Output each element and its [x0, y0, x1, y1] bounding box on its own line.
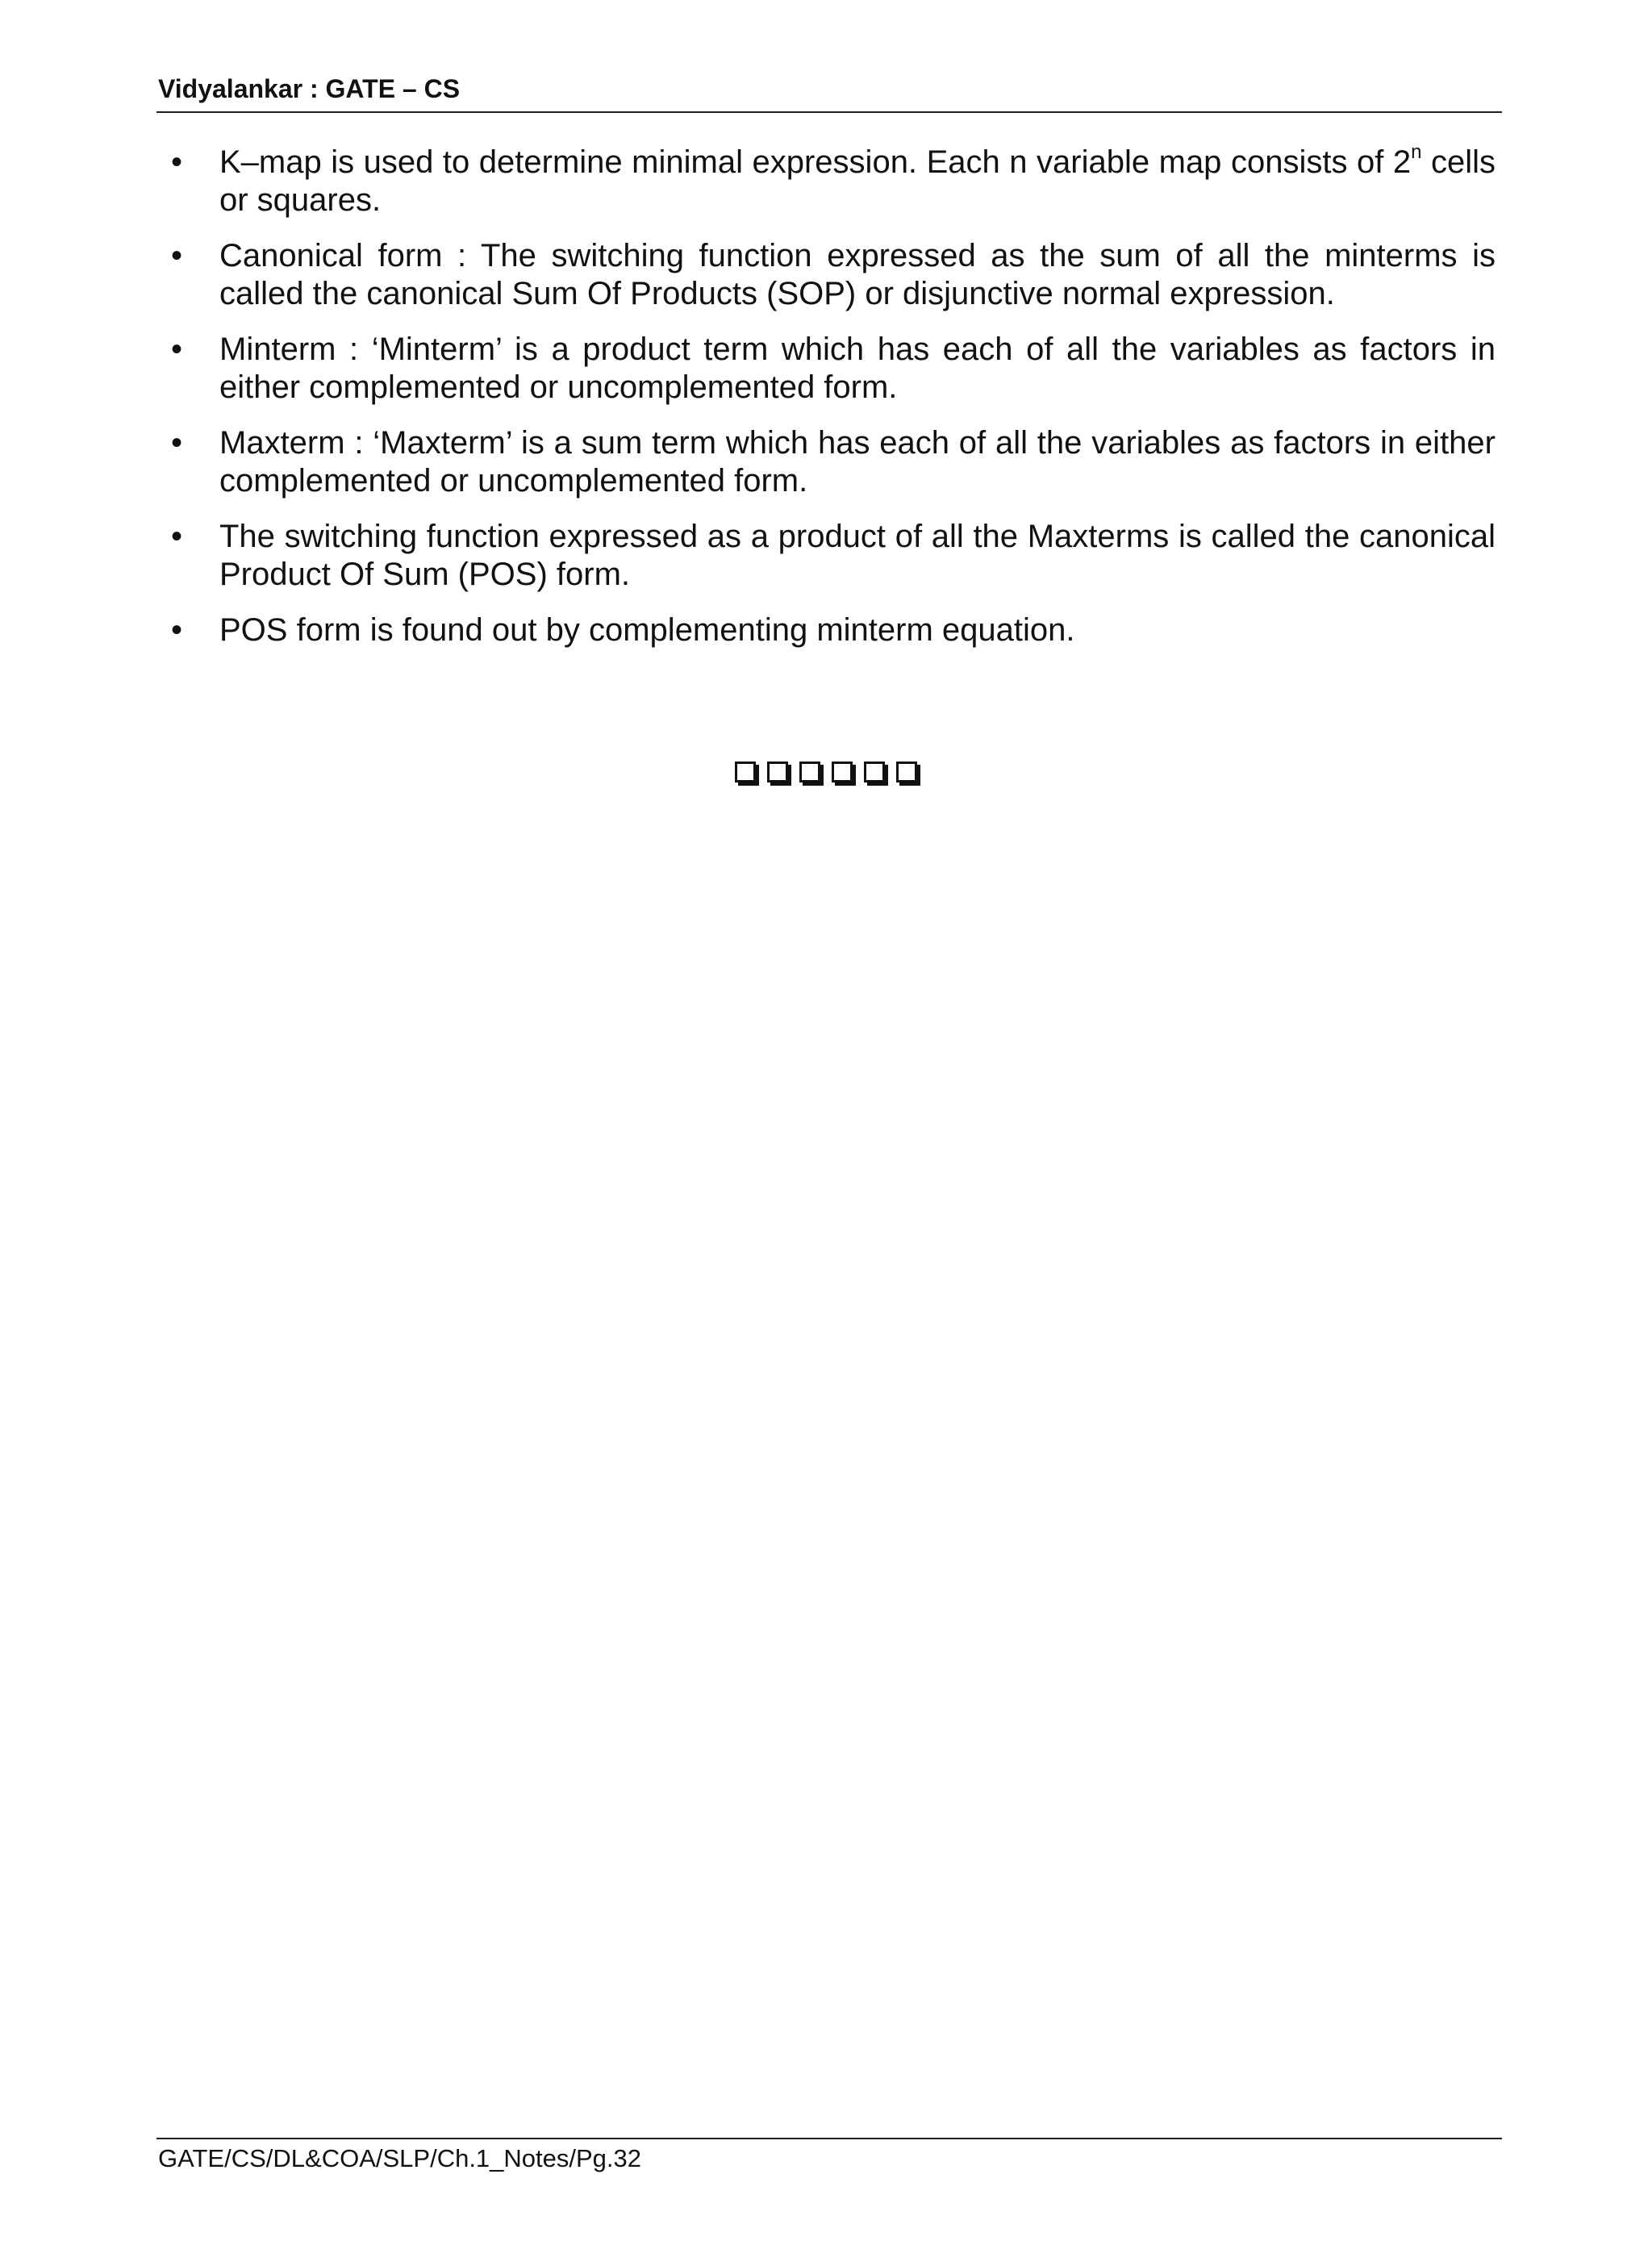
- bullet-dot-icon: •: [170, 425, 182, 461]
- bullet-item-pos-canonical: [156, 518, 1496, 594]
- bullet-text: POS form is found out by complementing minterm equation.: [219, 612, 1075, 648]
- bullet-item-minterm: [156, 331, 1496, 407]
- bullet-item-maxterm: [156, 424, 1496, 500]
- bullet-item-pos-form: [156, 611, 1496, 649]
- end-mark-box-icon: [864, 762, 885, 782]
- footer-text: GATE/CS/DL&COA/SLP/Ch.1_Notes/Pg.32: [158, 2144, 642, 2172]
- bullet-text: Minterm : ‘Minterm’ is a product term which has each of all the variables as factors in either complemented or uncomplemented form.: [219, 332, 1496, 405]
- notes-bullet-list: [156, 140, 1496, 667]
- bullet-text: Maxterm : ‘Maxterm’ is a sum term which has each of all the variables as factors in either complemented or uncomplemented form.: [219, 425, 1496, 499]
- bullet-dot-icon: •: [170, 144, 182, 180]
- bullet-text: Canonical form : The switching function expressed as the sum of all the minterms is called the canonical Sum Of Products (SOP) or disjunctive normal expression.: [219, 238, 1496, 311]
- bullet-text: [219, 140, 1496, 219]
- bullet-dot-icon: •: [170, 612, 182, 648]
- bullet-item-kmap: [156, 140, 1496, 219]
- end-mark-box-icon: [832, 762, 853, 782]
- bullet-text-continued: cells or squares.: [219, 144, 1496, 218]
- bullet-dot-icon: •: [170, 519, 182, 554]
- bullet-dot-icon: •: [170, 332, 182, 367]
- end-mark-box-icon: [799, 762, 820, 782]
- section-end-marks: [0, 762, 1652, 782]
- end-mark-box-icon: [735, 762, 756, 782]
- bullet-text: The switching function expressed as a product of all the Maxterms is called the canonical Product Of Sum (POS) form.: [219, 519, 1496, 592]
- end-mark-box-icon: [896, 762, 917, 782]
- header-title: Vidyalankar : GATE – CS: [158, 74, 461, 103]
- bullet-item-canonical-form: [156, 237, 1496, 313]
- page-header: [156, 71, 1502, 113]
- end-mark-box-icon: [767, 762, 788, 782]
- page-footer: [156, 2138, 1502, 2172]
- superscript-n: n: [1411, 140, 1422, 163]
- bullet-dot-icon: •: [170, 238, 182, 273]
- bullet-text-main: K–map is used to determine minimal expression. Each n variable map consists of 2: [219, 144, 1412, 180]
